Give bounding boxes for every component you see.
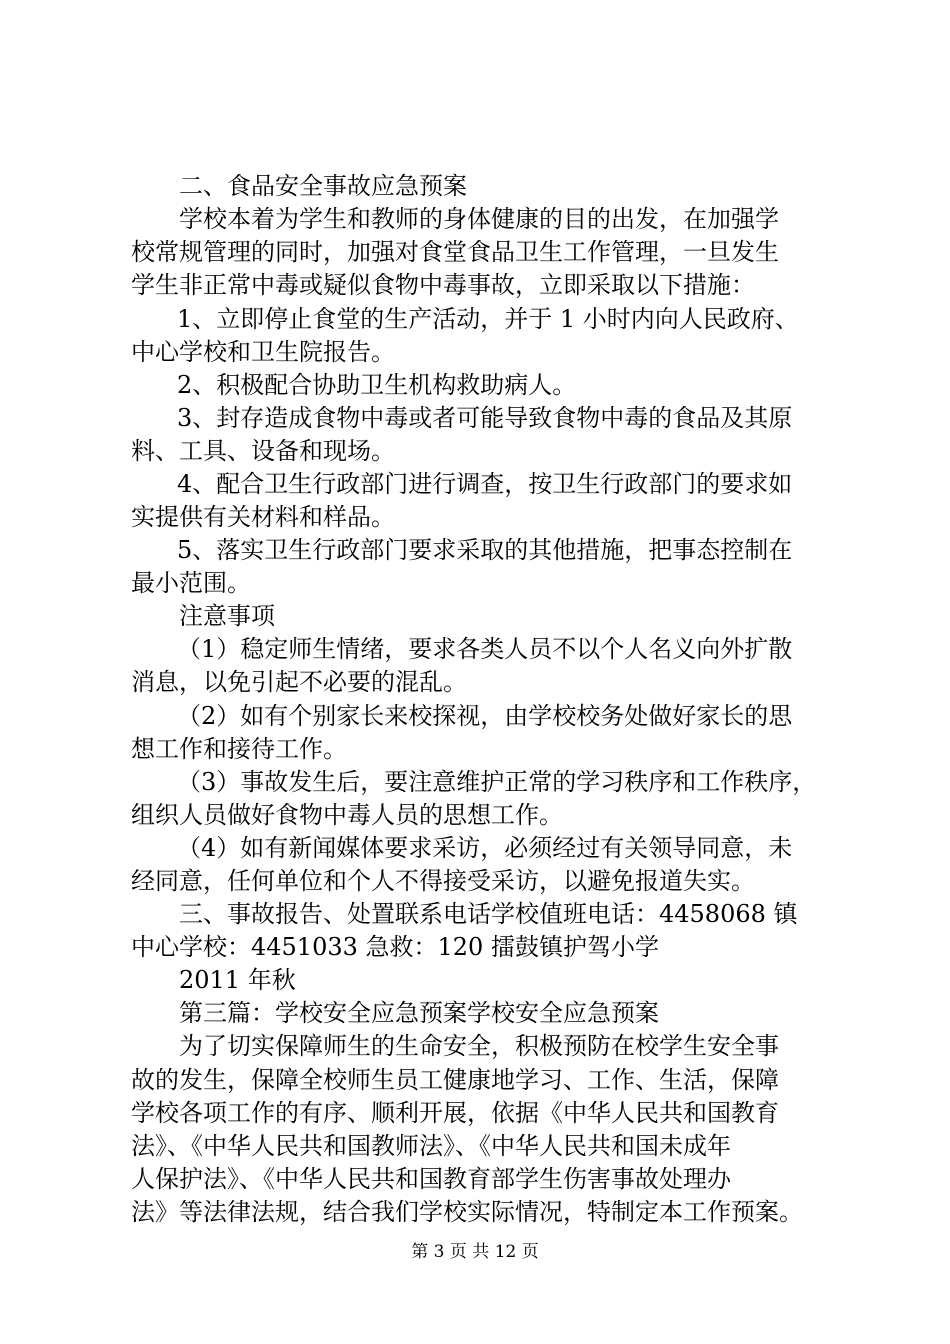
paragraph-line: 中心学校和卫生院报告。 (131, 338, 395, 366)
list-item: 2、积极配合协助卫生机构救助病人。 (177, 371, 577, 399)
paragraph-line: 经同意，任何单位和个人不得接受采访，以避免报道失实。 (131, 867, 755, 895)
section-heading: 二、食品安全事故应急预案 (179, 172, 467, 200)
paragraph-line: 消息，以免引起不必要的混乱。 (131, 668, 467, 696)
paragraph-line: 法》等法律法规，结合我们学校实际情况，特制定本工作预案。 (131, 1198, 803, 1226)
list-item: 4、配合卫生行政部门进行调查，按卫生行政部门的要求如 (177, 470, 793, 498)
list-item: （4）如有新闻媒体要求采访，必须经过有关领导同意，未 (177, 834, 793, 862)
list-item: 5、落实卫生行政部门要求采取的其他措施，把事态控制在 (177, 536, 793, 564)
paragraph-line: 学校本着为学生和教师的身体健康的目的出发，在加强学 (179, 205, 779, 233)
list-item: 1、立即停止食堂的生产活动，并于 1 小时内向人民政府、 (177, 305, 799, 333)
paragraph-line: 实提供有关材料和样品。 (131, 503, 395, 531)
paragraph-line: 中心学校：4451033 急救：120 擂鼓镇护驾小学 (131, 933, 659, 961)
paragraph-line: 料、工具、设备和现场。 (131, 437, 395, 465)
date-line: 2011 年秋 (179, 966, 296, 994)
subheading: 注意事项 (179, 602, 275, 630)
paragraph-line: 人保护法》、《中华人民共和国教育部学生伤害事故处理办 (131, 1165, 731, 1193)
paragraph-line: 为了切实保障师生的生命安全，积极预防在校学生安全事 (179, 1032, 779, 1060)
paragraph-line: 想工作和接待工作。 (131, 735, 347, 763)
paragraph-line: 故的发生，保障全校师生员工健康地学习、工作、生活，保障 (131, 1066, 779, 1094)
paragraph-line: 法》、《中华人民共和国教师法》、《中华人民共和国未成年 (131, 1132, 731, 1160)
page-footer: 第 3 页 共 12 页 (411, 1242, 539, 1262)
chapter-heading: 第三篇：学校安全应急预案学校安全应急预案 (179, 999, 659, 1027)
paragraph-line: 组织人员做好食物中毒人员的思想工作。 (131, 801, 563, 829)
list-item: （1）稳定师生情绪，要求各类人员不以个人名义向外扩散 (177, 635, 793, 663)
paragraph-line: 校常规管理的同时，加强对食堂食品卫生工作管理，一旦发生 (131, 238, 779, 266)
list-item: （3）事故发生后，要注意维护正常的学习秩序和工作秩序， (177, 768, 817, 796)
paragraph-line: 学生非正常中毒或疑似食物中毒事故，立即采取以下措施： (131, 271, 755, 299)
paragraph-line: 学校各项工作的有序、顺利开展，依据《中华人民共和国教育 (131, 1099, 779, 1127)
list-item: （2）如有个别家长来校探视，由学校校务处做好家长的思 (177, 702, 793, 730)
list-item: 3、封存造成食物中毒或者可能导致食物中毒的食品及其原 (177, 404, 793, 432)
paragraph-line: 最小范围。 (131, 569, 251, 597)
section-heading: 三、事故报告、处置联系电话学校值班电话：4458068 镇 (179, 900, 798, 928)
